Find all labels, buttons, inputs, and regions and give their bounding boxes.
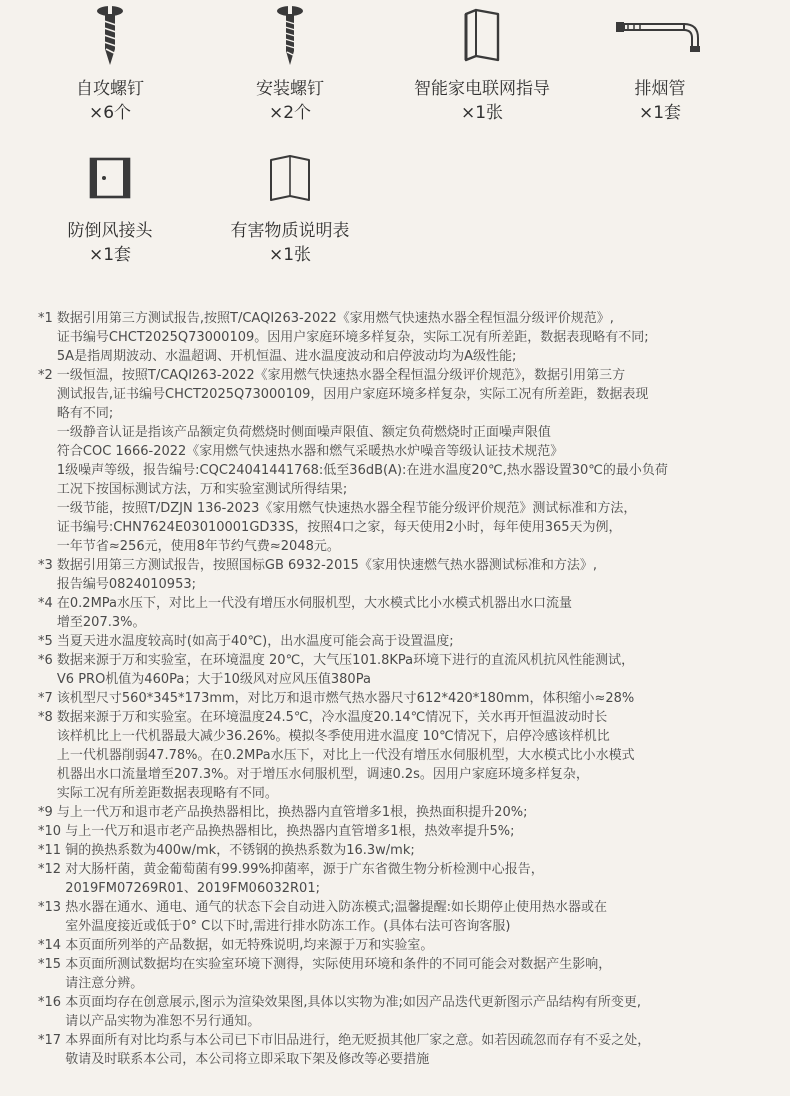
footnote-text [57, 689, 778, 708]
footnote-line: 本页面所测试数据均在实验室环境下测得，实际使用环境和条件的不同可能会对数据产生影响， [65, 957, 612, 972]
footnote-item [38, 803, 778, 822]
footnote-text [65, 955, 778, 993]
footnote-text [65, 822, 778, 841]
footnote-number: *12 [38, 862, 66, 877]
footnote-number: *3 [38, 558, 57, 573]
accessory-hazardous-substance-sheet [200, 142, 380, 266]
footnote-line: 本页面所列举的产品数据，如无特殊说明,均来源于万和实验室。 [65, 938, 434, 953]
footnote-item [38, 594, 778, 632]
footnote-text [57, 309, 778, 366]
footnote-item [38, 708, 778, 803]
footnote-line: 上一代机器削弱47.78%。在0.2MPa水压下，对比上一代没有增压水伺服机型，大水模式比小水模式 [56, 748, 635, 763]
accessory-name: 自攻螺钉 [76, 79, 144, 99]
footnote-line: 敬请及时联系本公司，本公司将立即采取下架及修改等必要措施 [65, 1052, 430, 1067]
footnote-line: 热水器在通水、通电、通气的状态下会自动进入防冻模式;温馨提醒:如长期停止使用热水器或在 [65, 900, 607, 915]
footnote-line: 一级恒温，按照T/CAQI263-2022《家用燃气快速热水器全程恒温分级评价规范》，数据引用第三方 [56, 368, 626, 383]
footnote-number: *7 [38, 691, 57, 706]
footnote-line: 增至207.3%。 [56, 615, 146, 630]
footnote-text [57, 708, 778, 803]
accessory-self-tapping-screw [20, 0, 200, 124]
footnote-text [65, 936, 778, 955]
accessory-qty: ×1套 [638, 103, 682, 123]
footnote-line: 证书编号:CHN7624E03010001GD33S，按照4口之家，每天使用2小时，每年使用365天为例， [56, 520, 622, 535]
footnote-line: 实际工况有所差距数据表现略有不同。 [56, 786, 278, 801]
footnote-line: 证书编号CHCT2025Q73000109。因用户家庭环境多样复杂，实际工况有所差距，数据表现略有不同; [56, 330, 649, 345]
footnote-line: 2019FM07269R01、2019FM06032R01; [65, 881, 320, 896]
footnote-item [38, 689, 778, 708]
footnote-line: 本界面所有对比均系与本公司已下市旧品进行，绝无贬损其他厂家之意。如若因疏忽而存有不妥之处， [65, 1033, 651, 1048]
footnote-item [38, 632, 778, 651]
footnote-item [38, 955, 778, 993]
accessory-list [0, 0, 790, 300]
footnote-item [38, 366, 778, 556]
footnote-number: *11 [38, 843, 66, 858]
footnotes [38, 309, 778, 1069]
footnote-number: *14 [38, 938, 66, 953]
footnote-line: 在0.2MPa水压下，对比上一代没有增压水伺服机型，大水模式比小水模式机器出水口流量 [56, 596, 573, 611]
footnote-text [65, 993, 778, 1031]
footnote-number: *16 [38, 995, 66, 1010]
accessory-name: 排烟管 [634, 79, 686, 99]
accessory-name: 智能家电联网指导 [414, 79, 550, 99]
footnote-number: *8 [38, 710, 57, 725]
footnote-line: 测试报告,证书编号CHCT2025Q73000109，因用户家庭环境多样复杂，实际工况有所差距，数据表现 [56, 387, 649, 402]
footnote-number: *17 [38, 1033, 66, 1048]
footnote-line: 对大肠杆菌，黄金葡萄菌有99.99%抑菌率，源于广东省微生物分析检测中心报告， [65, 862, 544, 877]
footnote-line: 数据来源于万和实验室，在环境温度 20℃，大气压101.8KPa环境下进行的直流风机抗风性能测试， [56, 653, 635, 668]
footnote-line: 本页面均存在创意展示,图示为渲染效果图,具体以实物为准;如因产品迭代更新图示产品结构有所变更, [65, 995, 641, 1010]
footnote-item [38, 309, 778, 366]
accessory-name: 安装螺钉 [256, 79, 324, 99]
windproof-connector-icon [88, 156, 132, 200]
accessory-qty: ×1张 [268, 245, 312, 265]
footnote-number: *5 [38, 634, 57, 649]
footnote-number: *9 [38, 805, 57, 820]
footnote-item [38, 651, 778, 689]
accessory-qty: ×1张 [460, 103, 504, 123]
accessory-guide-booklet [392, 0, 572, 124]
guide-booklet-icon [462, 8, 502, 64]
footnote-number: *4 [38, 596, 57, 611]
footnote-item [38, 822, 778, 841]
footnote-line: 1级噪声等级，报告编号:CQC24041441768:低至36dB(A):在进水温度20℃,热水器设置30℃的最小负荷 [56, 463, 668, 478]
footnote-item [38, 841, 778, 860]
footnote-number: *10 [38, 824, 66, 839]
accessory-qty: ×1套 [88, 245, 132, 265]
footnote-item [38, 556, 778, 594]
footnote-text [65, 1031, 778, 1069]
footnote-line: 5A是指周期波动、水温超调、开机恒温、进水温度波动和启停波动均为A级性能; [56, 349, 517, 364]
accessory-name: 有害物质说明表 [230, 221, 350, 241]
footnote-text [57, 803, 778, 822]
footnote-line: 一级节能，按照T/DZJN 136-2023《家用燃气快速热水器全程节能分级评价规范》测试标准和方法， [56, 501, 637, 516]
footnote-line: 数据引用第三方测试报告,按照T/CAQI263-2022《家用燃气快速热水器全程恒温分级评价规范》, [56, 311, 614, 326]
footnote-number: *6 [38, 653, 57, 668]
footnote-line: 请注意分辨。 [65, 976, 144, 991]
footnote-line: 工况下按国标测试方法，万和实验室测试所得结果; [56, 482, 348, 497]
footnote-line: 一级静音认证是指该产品额定负荷燃烧时侧面噪声限值、额定负荷燃烧时正面噪声限值 [56, 425, 551, 440]
footnote-item [38, 1031, 778, 1069]
footnote-text [57, 651, 778, 689]
footnote-text [57, 632, 778, 651]
footnote-text [57, 366, 778, 556]
footnote-line: V6 PRO机值为460Pa；大于10级风对应风压值380Pa [56, 672, 371, 687]
footnote-line: 略有不同; [56, 406, 114, 421]
footnote-line: 该机型尺寸560*345*173mm，对比万和退市燃气热水器尺寸612*420*180mm，体积缩小≈28% [56, 691, 635, 706]
footnote-line: 与上一代万和退市老产品换热器相比，换热器内直管增多1根，热效率提升5%; [65, 824, 515, 839]
footnote-line: 数据来源于万和实验室。在环境温度24.5℃，冷水温度20.14℃情况下，关水再开恒温波动时长 [56, 710, 608, 725]
accessory-exhaust-pipe [570, 0, 750, 124]
footnote-line: 该样机比上一代机器最大减少36.26%。模拟冬季使用进水温度 10℃情况下，启停冷感该样机比 [56, 729, 610, 744]
footnote-line: 符合COC 1666-2022《家用燃气快速热水器和燃气采暖热水炉噪音等级认证技术规范》 [56, 444, 564, 459]
footnote-line: 机器出水口流量增至207.3%。对于增压水伺服机型，调速0.2s。因用户家庭环境多样复杂， [56, 767, 589, 782]
footnote-item [38, 860, 778, 898]
exhaust-pipe-icon [612, 16, 708, 56]
mounting-screw-icon [275, 5, 305, 67]
footnote-number: *13 [38, 900, 66, 915]
accessory-name: 防倒风接头 [67, 221, 153, 241]
footnote-text [57, 594, 778, 632]
footnote-item [38, 993, 778, 1031]
accessory-windproof-connector [20, 142, 200, 266]
footnote-item [38, 898, 778, 936]
footnote-item [38, 936, 778, 955]
footnote-line: 铜的换热系数为400w/mk，不锈钢的换热系数为16.3w/mk; [65, 843, 415, 858]
hazardous-substance-sheet-icon [268, 154, 312, 202]
footnote-number: *2 [38, 368, 57, 383]
footnote-line: 一年节省≈256元，使用8年节约气费≈2048元。 [56, 539, 340, 554]
footnote-text [65, 860, 778, 898]
footnote-line: 报告编号0824010953; [56, 577, 196, 592]
accessory-qty: ×2个 [268, 103, 312, 123]
footnote-text [57, 556, 778, 594]
footnote-line: 当夏天进水温度较高时(如高于40℃)，出水温度可能会高于设置温度; [56, 634, 454, 649]
accessory-qty: ×6个 [88, 103, 132, 123]
footnote-number: *1 [38, 311, 57, 326]
footnote-line: 数据引用第三方测试报告，按照国标GB 6932-2015《家用快速燃气热水器测试标准和方法》, [56, 558, 598, 573]
accessory-mounting-screw [200, 0, 380, 124]
footnote-text [65, 898, 778, 936]
footnote-line: 室外温度接近或低于0° C以下时,需进行排水防冻工作。(具体右法可咨询客服) [65, 919, 511, 934]
footnote-line: 请以产品实物为准恕不另行通知。 [65, 1014, 261, 1029]
footnote-text [65, 841, 778, 860]
self-tapping-screw-icon [95, 5, 125, 67]
footnote-number: *15 [38, 957, 66, 972]
footnote-line: 与上一代万和退市老产品换热器相比，换热器内直管增多1根，换热面积提升20%; [56, 805, 528, 820]
